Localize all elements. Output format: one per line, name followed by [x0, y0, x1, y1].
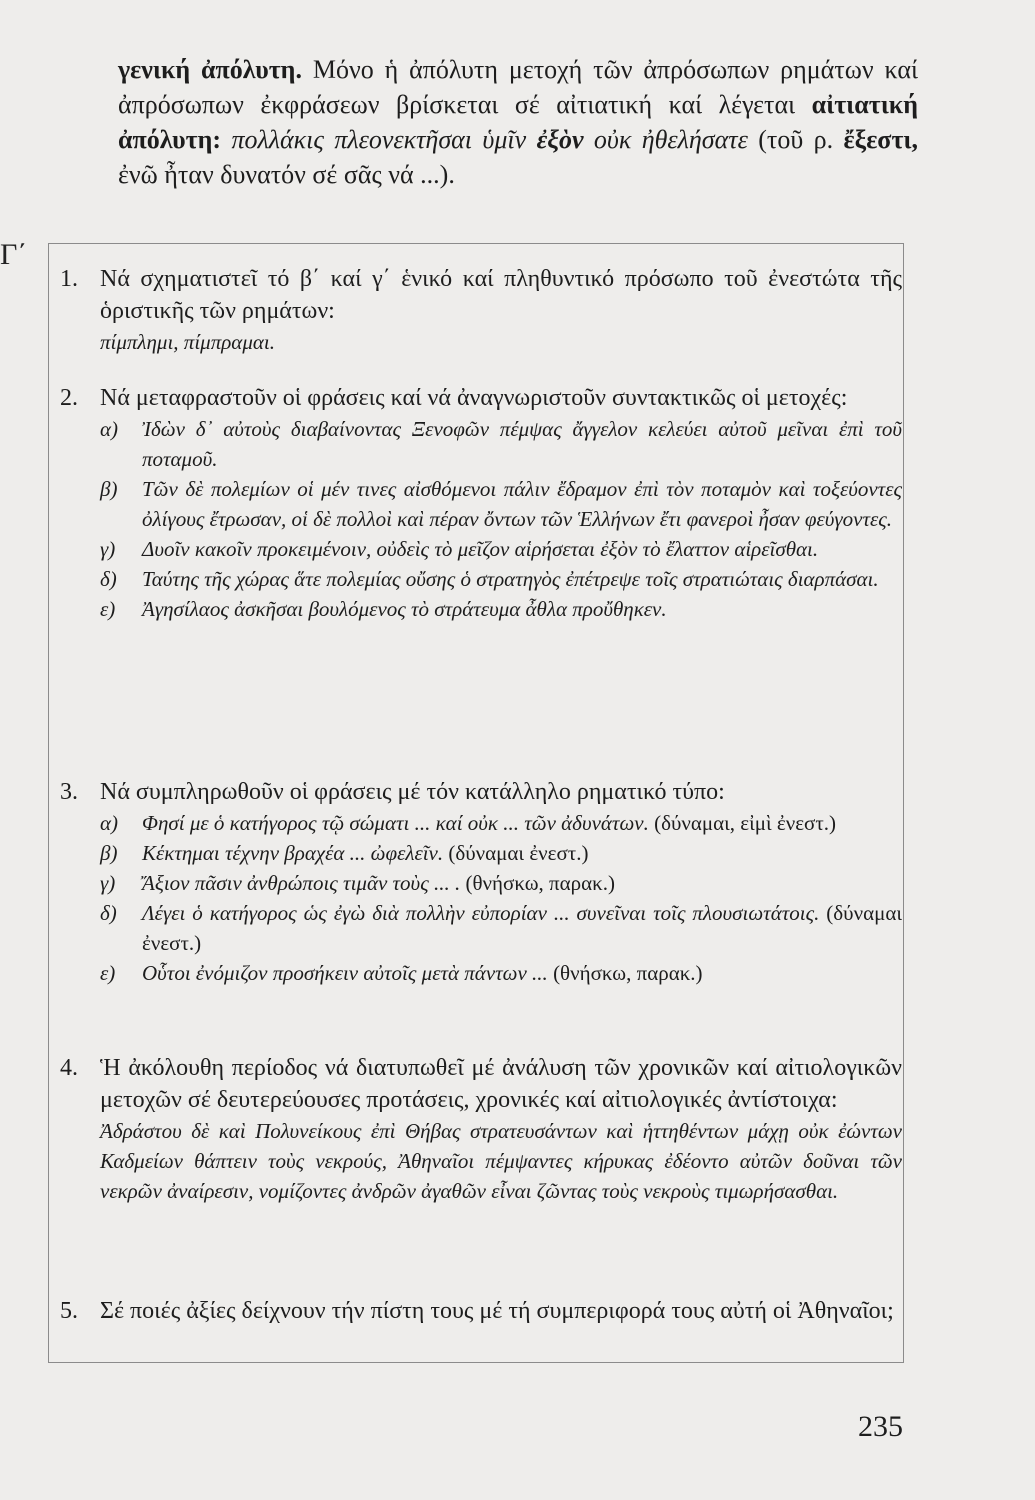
item-label: δ) — [100, 901, 117, 925]
exercise-question: Σέ ποιές ἀξίες δείχνουν τήν πίστη τους μέ τή συμπεριφορά τους αὐτή οἱ Ἀθηναῖοι; — [100, 1298, 894, 1324]
exercise-question: Νά συμπληρωθοῦν οἱ φράσεις μέ τόν κατάλληλο ρηματικό τύπο: — [100, 779, 725, 805]
example-text-end: οὐκ ἠθελήσατε — [583, 125, 748, 154]
exercise-number: 3. — [60, 779, 78, 805]
section-marker: Γ΄ — [0, 238, 28, 271]
item-text — [142, 898, 902, 958]
example-text: πολλάκις πλεονεκτῆσαι ὑμῖν — [221, 125, 537, 154]
exercise-question: Νά σχηματιστεῖ τό β΄ καί γ΄ ἑνικό καί πληθυντικό πρόσωπο τοῦ ἐνεστώτα τῆς ὁριστικῆς τῶν ρημάτων: — [100, 266, 902, 324]
exercise-words: πίμπλημι, πίμπραμαι. — [100, 330, 275, 354]
exercise-3 — [60, 776, 902, 988]
list-item — [100, 808, 902, 838]
item-text: Τῶν δὲ πολεμίων οἱ μέν τινες αἰσθόμενοι πάλιν ἔδραμον ἐπὶ τὸν ποταμὸν καὶ τοξεύοντες ὀλίγους ἔτρωσαν, οἱ δὲ πολλοὶ καὶ πέραν ὄντων τῶν Ἑλλήνων ἔτι φανεροὶ ἦσαν φεύγοντες. — [142, 477, 902, 531]
item-label: γ) — [100, 871, 116, 895]
term-accusative-absolute: αἰτιατική ἀπόλυτη: — [118, 90, 918, 154]
item-text — [142, 808, 902, 838]
exercise-1 — [60, 263, 902, 357]
list-item — [100, 958, 902, 988]
item-phrase: Οὗτοι ἐνόμιζον προσήκειν αὐτοῖς μετὰ πάντων ... — [142, 961, 548, 985]
item-text — [142, 958, 902, 988]
item-hint: (θνήσκω, παρακ.) — [460, 871, 615, 895]
exercise-number: 5. — [60, 1298, 78, 1324]
exercise-question: Νά μεταφραστοῦν οἱ φράσεις καί νά ἀναγνωριστοῦν συντακτικῶς οἱ μετοχές: — [100, 385, 848, 411]
exercise-5 — [60, 1295, 902, 1327]
exercise-number: 1. — [60, 266, 78, 292]
item-phrase: Λέγει ὁ κατήγορος ὡς ἐγὼ διὰ πολλὴν εὐπορίαν ... συνεῖναι τοῖς πλουσιωτάτοις. — [142, 901, 820, 925]
list-item — [100, 594, 902, 624]
item-hint: (δύναμαι, εἰμὶ ἐνεστ.) — [648, 811, 837, 835]
intro-text: Μόνο ἡ ἀπόλυτη μετοχή τῶν ἀπρόσωπων ρημάτων καί ἀπρόσωπων ἐκφράσεων βρίσκεται σέ αἰτιατική καί λέγεται — [118, 55, 918, 119]
item-hint: (δύναμαι ἐνεστ.) — [142, 901, 902, 955]
item-label: ε) — [100, 597, 116, 621]
item-label: γ) — [100, 537, 116, 561]
item-label: α) — [100, 417, 119, 441]
item-label: α) — [100, 811, 119, 835]
exercise-2 — [60, 382, 902, 624]
term-genitive-absolute: γενική ἀπόλυτη. — [118, 55, 302, 84]
list-item — [100, 414, 902, 474]
item-text: Ἀγησίλαος ἀσκῆσαι βουλόμενος τὸ στράτευμα ἆθλα προὔθηκεν. — [142, 597, 667, 621]
exercise-number: 2. — [60, 385, 78, 411]
list-item — [100, 838, 902, 868]
item-label: ε) — [100, 961, 116, 985]
intro-paragraph — [118, 52, 918, 192]
item-text — [142, 868, 902, 898]
item-text: Ἰδὼν δ᾽ αὐτοὺς διαβαίνοντας Ξενοφῶν πέμψας ἄγγελον κελεύει αὐτοῦ μεῖναι ἐπὶ τοῦ ποταμοῦ. — [142, 417, 902, 471]
verb-note: (τοῦ ρ. — [747, 125, 844, 154]
item-hint: (δύναμαι ἐνεστ.) — [443, 841, 589, 865]
list-item — [100, 868, 902, 898]
page-number: 235 — [858, 1410, 903, 1443]
item-label: β) — [100, 841, 118, 865]
exercise-question: Ἡ ἀκόλουθη περίοδος νά διατυπωθεῖ μέ ἀνάλυση τῶν χρονικῶν καί αἰτιολογικῶν μετοχῶν σέ δευτερεύουσες προτάσεις, χρονικές καί αἰτιολογικές ἀντίστοιχα: — [100, 1055, 902, 1113]
item-label: δ) — [100, 567, 117, 591]
item-text: Δυοῖν κακοῖν προκειμένοιν, οὐδεὶς τὸ μεῖζον αἱρήσεται ἐξὸν τὸ ἔλαττον αἱρεῖσθαι. — [142, 537, 819, 561]
list-item — [100, 564, 902, 594]
item-phrase: Κέκτημαι τέχνην βραχέα ... ὠφελεῖν. — [142, 841, 444, 865]
list-item — [100, 534, 902, 564]
list-item — [100, 898, 902, 958]
exercise-4 — [60, 1052, 902, 1206]
item-phrase: Ἄξιον πᾶσιν ἀνθρώποις τιμᾶν τοὺς ... . — [142, 871, 461, 895]
item-hint: (θνήσκω, παρακ.) — [547, 961, 703, 985]
item-label: β) — [100, 477, 118, 501]
exercise-number: 4. — [60, 1055, 78, 1081]
item-text: Ταύτης τῆς χώρας ἅτε πολεμίας οὔσης ὁ στρατηγὸς ἐπέτρεψε τοῖς στρατιώταις διαρπάσαι. — [142, 567, 879, 591]
item-text — [142, 838, 902, 868]
item-phrase: Φησί με ὁ κατήγορος τῷ σώματι ... καί οὐκ ... τῶν ἀδυνάτων. — [142, 811, 649, 835]
list-item — [100, 474, 902, 534]
translation-note: ἐνῶ ἦταν δυνατόν σέ σᾶς νά ...). — [118, 160, 455, 189]
exercise-passage: Ἀδράστου δὲ καὶ Πολυνείκους ἐπὶ Θήβας στρατευσάντων καὶ ἡττηθέντων μάχῃ οὐκ ἐώντων Καδμείων θάπτειν τοὺς νεκρούς, Ἀθηναῖοι πέμψαντες κήρυκας ἐδέοντο αὐτῶν δοῦναι τῶν νεκρῶν ἀναίρεσιν, νομίζοντες ἀνδρῶν ἀγαθῶν εἶναι ζῶντας τοὺς νεκροὺς τιμωρήσασθαι. — [100, 1119, 902, 1203]
example-participle: ἐξὸν — [536, 125, 584, 154]
verb-exesti: ἔξεστι, — [843, 125, 918, 154]
